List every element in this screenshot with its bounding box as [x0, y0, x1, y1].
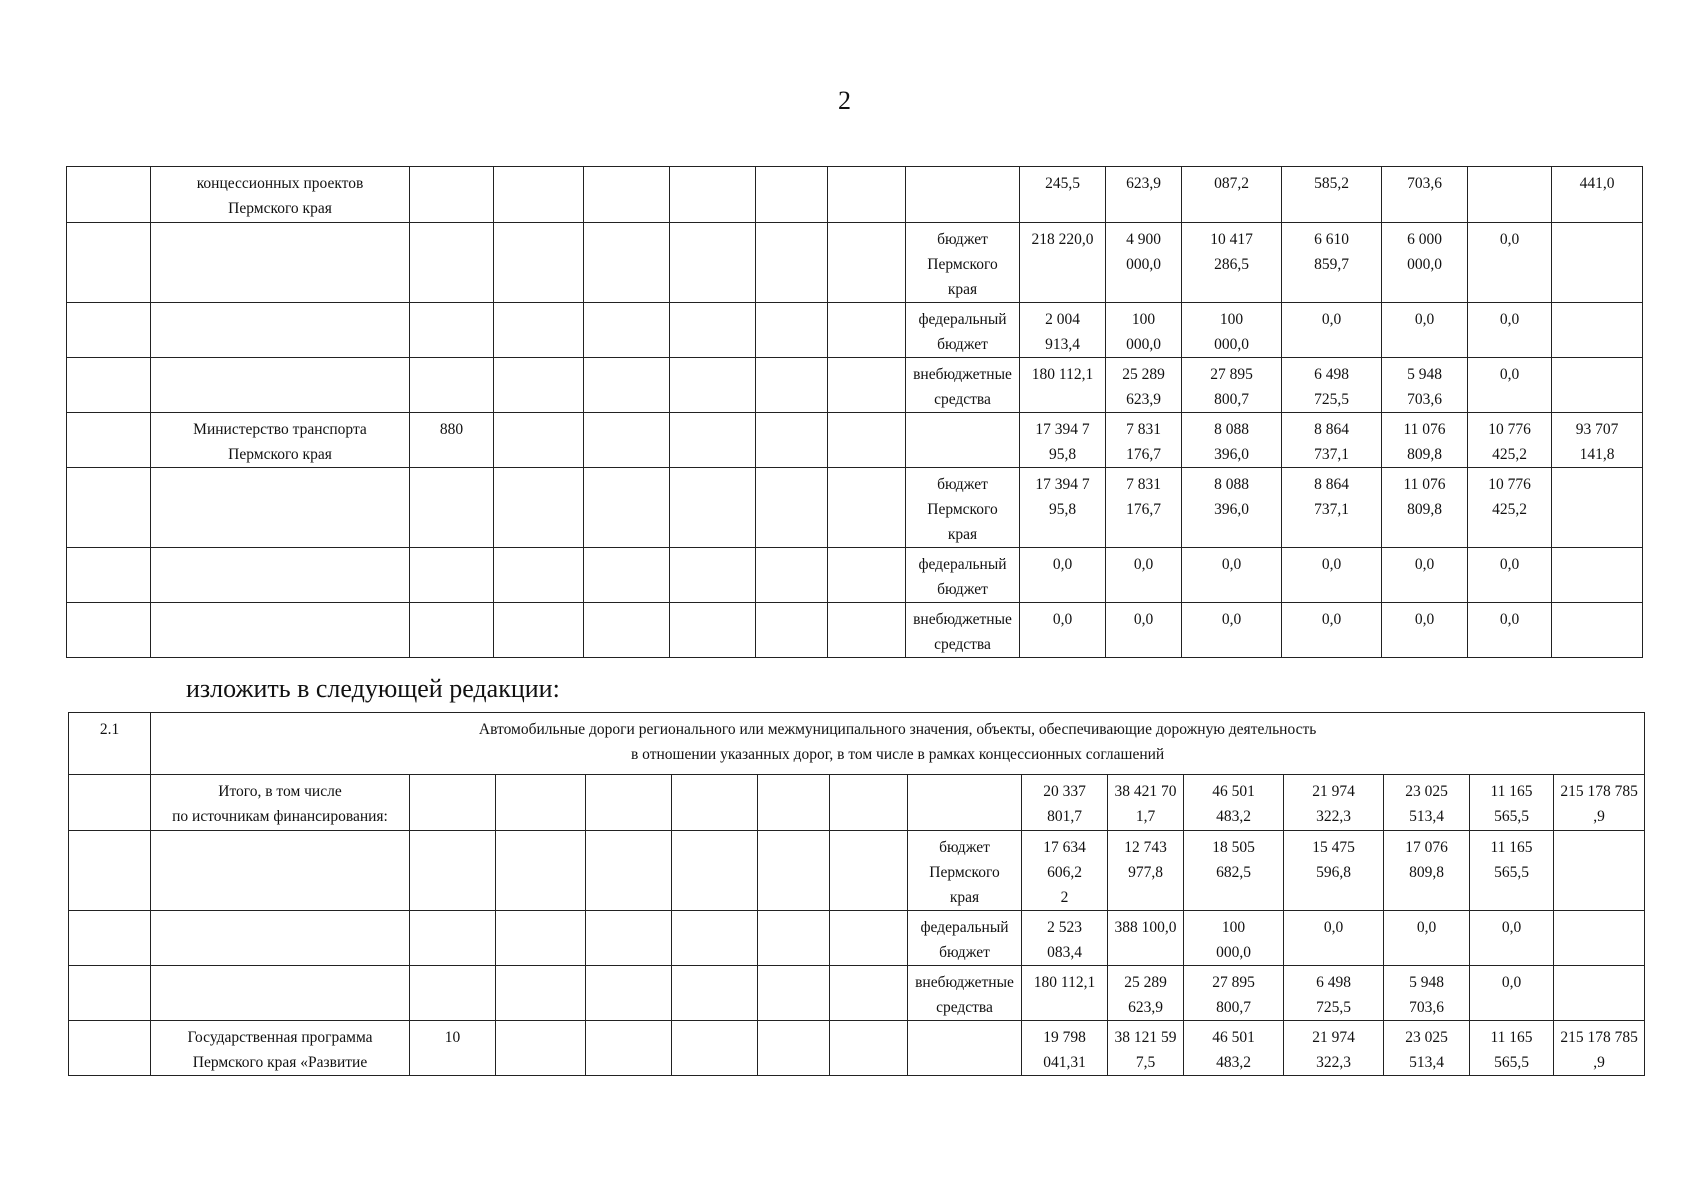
- row-code-value-cell: [410, 775, 496, 831]
- funding-source-cell: бюджет Пермского края: [906, 223, 1020, 303]
- empty-cell: [756, 413, 828, 468]
- amount-cell: [1554, 911, 1645, 966]
- row-code-cell: [69, 831, 151, 911]
- row-code-value-cell: [410, 358, 494, 413]
- funding-source-cell: федеральный бюджет: [908, 911, 1022, 966]
- table-row: [67, 468, 1643, 548]
- table-row: [69, 831, 1645, 911]
- amount-cell: 25 289 623,9: [1106, 358, 1182, 413]
- empty-cell: [756, 358, 828, 413]
- amount-cell: 100 000,0: [1184, 911, 1284, 966]
- empty-cell: [494, 223, 584, 303]
- amount-cell: [1468, 167, 1552, 223]
- amount-cell: 0,0: [1106, 603, 1182, 658]
- amount-cell: 585,2: [1282, 167, 1382, 223]
- amount-cell: 0,0: [1282, 603, 1382, 658]
- row-description-cell: [151, 303, 410, 358]
- amount-cell: 218 220,0: [1020, 223, 1106, 303]
- row-code-cell: [67, 413, 151, 468]
- funding-source-cell: внебюджетные средства: [906, 603, 1020, 658]
- funding-source-cell: федеральный бюджет: [906, 303, 1020, 358]
- empty-cell: [756, 223, 828, 303]
- amount-cell: 0,0: [1020, 548, 1106, 603]
- empty-cell: [758, 1021, 830, 1076]
- row-description-cell: [151, 831, 410, 911]
- table-row: [69, 911, 1645, 966]
- row-code-cell: [67, 548, 151, 603]
- amount-cell: 11 076 809,8: [1382, 468, 1468, 548]
- amount-cell: 10 417 286,5: [1182, 223, 1282, 303]
- empty-cell: [670, 167, 756, 223]
- amount-cell: 11 165 565,5: [1470, 831, 1554, 911]
- amount-cell: 0,0: [1182, 603, 1282, 658]
- row-code-value-cell: [410, 167, 494, 223]
- amount-cell: 0,0: [1382, 548, 1468, 603]
- amount-cell: 0,0: [1468, 548, 1552, 603]
- table-row: [69, 775, 1645, 831]
- row-code-value-cell: [410, 223, 494, 303]
- amount-cell: 087,2: [1182, 167, 1282, 223]
- empty-cell: [584, 548, 670, 603]
- amount-cell: 17 634 606,2 2: [1022, 831, 1108, 911]
- row-code-value-cell: [410, 548, 494, 603]
- row-description-cell: концессионных проектов Пермского края: [151, 167, 410, 223]
- amount-cell: 38 421 70 1,7: [1108, 775, 1184, 831]
- amount-cell: 0,0: [1470, 966, 1554, 1021]
- amount-cell: 21 974 322,3: [1284, 1021, 1384, 1076]
- amount-cell: [1554, 831, 1645, 911]
- amount-cell: [1552, 223, 1643, 303]
- amount-cell: 2 523 083,4: [1022, 911, 1108, 966]
- amount-cell: [1552, 603, 1643, 658]
- amount-cell: 5 948 703,6: [1384, 966, 1470, 1021]
- amount-cell: 17 076 809,8: [1384, 831, 1470, 911]
- table-row: [67, 303, 1643, 358]
- amount-cell: 8 088 396,0: [1182, 468, 1282, 548]
- amount-cell: 0,0: [1020, 603, 1106, 658]
- amount-cell: 5 948 703,6: [1382, 358, 1468, 413]
- amount-cell: 0,0: [1468, 358, 1552, 413]
- amount-cell: 19 798 041,31: [1022, 1021, 1108, 1076]
- empty-cell: [758, 831, 830, 911]
- amount-cell: 25 289 623,9: [1108, 966, 1184, 1021]
- empty-cell: [494, 303, 584, 358]
- amount-cell: 0,0: [1282, 303, 1382, 358]
- amendment-heading: изложить в следующей редакции:: [186, 674, 560, 703]
- funding-source-cell: бюджет Пермского края: [906, 468, 1020, 548]
- funding-source-cell: [908, 775, 1022, 831]
- empty-cell: [584, 413, 670, 468]
- table-row: [67, 548, 1643, 603]
- empty-cell: [496, 775, 586, 831]
- empty-cell: [756, 468, 828, 548]
- amount-cell: 0,0: [1468, 303, 1552, 358]
- amount-cell: 100 000,0: [1106, 303, 1182, 358]
- row-description-cell: [151, 358, 410, 413]
- row-code-value-cell: [410, 911, 496, 966]
- empty-cell: [584, 603, 670, 658]
- amount-cell: 8 864 737,1: [1282, 468, 1382, 548]
- row-code-value-cell: [410, 831, 496, 911]
- empty-cell: [496, 1021, 586, 1076]
- empty-cell: [670, 413, 756, 468]
- amount-cell: 4 900 000,0: [1106, 223, 1182, 303]
- table-row: [69, 966, 1645, 1021]
- amount-cell: 12 743 977,8: [1108, 831, 1184, 911]
- empty-cell: [672, 831, 758, 911]
- funding-source-cell: федеральный бюджет: [906, 548, 1020, 603]
- amount-cell: 17 394 7 95,8: [1020, 468, 1106, 548]
- amount-cell: 93 707 141,8: [1552, 413, 1643, 468]
- empty-cell: [670, 603, 756, 658]
- row-description-cell: Государственная программа Пермского края «Развитие: [151, 1021, 410, 1076]
- empty-cell: [830, 775, 908, 831]
- section-code: 2.1: [69, 713, 151, 775]
- amount-cell: [1552, 468, 1643, 548]
- row-code-value-cell: [410, 966, 496, 1021]
- amount-cell: 27 895 800,7: [1184, 966, 1284, 1021]
- empty-cell: [758, 911, 830, 966]
- amount-cell: 10 776 425,2: [1468, 468, 1552, 548]
- amount-cell: 7 831 176,7: [1106, 413, 1182, 468]
- amount-cell: 0,0: [1468, 223, 1552, 303]
- empty-cell: [584, 358, 670, 413]
- empty-cell: [496, 911, 586, 966]
- section-header-row: [69, 713, 1645, 775]
- row-description-cell: [151, 223, 410, 303]
- amount-cell: 46 501 483,2: [1184, 775, 1284, 831]
- amount-cell: 15 475 596,8: [1284, 831, 1384, 911]
- amount-cell: 23 025 513,4: [1384, 775, 1470, 831]
- empty-cell: [670, 303, 756, 358]
- empty-cell: [584, 223, 670, 303]
- empty-cell: [828, 548, 906, 603]
- amount-cell: 0,0: [1470, 911, 1554, 966]
- table-row: [67, 358, 1643, 413]
- row-description-cell: [151, 468, 410, 548]
- amount-cell: 441,0: [1552, 167, 1643, 223]
- amount-cell: 703,6: [1382, 167, 1468, 223]
- empty-cell: [494, 413, 584, 468]
- empty-cell: [496, 831, 586, 911]
- empty-cell: [670, 468, 756, 548]
- empty-cell: [494, 603, 584, 658]
- amount-cell: 0,0: [1284, 911, 1384, 966]
- table-row: [67, 167, 1643, 223]
- amount-cell: 0,0: [1382, 603, 1468, 658]
- table-row: [69, 1021, 1645, 1076]
- amount-cell: 0,0: [1282, 548, 1382, 603]
- empty-cell: [586, 831, 672, 911]
- amount-cell: 6 498 725,5: [1282, 358, 1382, 413]
- funding-source-cell: бюджет Пермского края: [908, 831, 1022, 911]
- amount-cell: 215 178 785 ,9: [1554, 775, 1645, 831]
- row-code-cell: [69, 1021, 151, 1076]
- empty-cell: [828, 603, 906, 658]
- row-code-cell: [69, 911, 151, 966]
- empty-cell: [756, 303, 828, 358]
- empty-cell: [584, 303, 670, 358]
- amount-cell: [1552, 303, 1643, 358]
- empty-cell: [496, 966, 586, 1021]
- amount-cell: [1554, 966, 1645, 1021]
- empty-cell: [756, 548, 828, 603]
- row-code-value-cell: 10: [410, 1021, 496, 1076]
- amount-cell: 180 112,1: [1020, 358, 1106, 413]
- row-code-cell: [67, 358, 151, 413]
- empty-cell: [586, 911, 672, 966]
- empty-cell: [672, 911, 758, 966]
- amount-cell: 245,5: [1020, 167, 1106, 223]
- empty-cell: [586, 966, 672, 1021]
- amount-cell: 0,0: [1382, 303, 1468, 358]
- empty-cell: [828, 358, 906, 413]
- budget-table-original: [66, 166, 1643, 658]
- amount-cell: 623,9: [1106, 167, 1182, 223]
- funding-source-cell: внебюджетные средства: [908, 966, 1022, 1021]
- amount-cell: 20 337 801,7: [1022, 775, 1108, 831]
- table-row: [67, 413, 1643, 468]
- row-description-cell: [151, 603, 410, 658]
- row-description-cell: [151, 966, 410, 1021]
- row-description-cell: [151, 911, 410, 966]
- funding-source-cell: [906, 167, 1020, 223]
- empty-cell: [828, 468, 906, 548]
- empty-cell: [830, 966, 908, 1021]
- section-title: Автомобильные дороги регионального или межмуниципального значения, объекты, обеспечивающие дорожную деятельность в отношении указанных дорог, в том числе в рамках концессионных соглашений: [151, 713, 1645, 775]
- empty-cell: [670, 548, 756, 603]
- amount-cell: 2 004 913,4: [1020, 303, 1106, 358]
- row-code-value-cell: [410, 303, 494, 358]
- empty-cell: [756, 167, 828, 223]
- amount-cell: 6 610 859,7: [1282, 223, 1382, 303]
- empty-cell: [586, 1021, 672, 1076]
- row-code-cell: [69, 775, 151, 831]
- empty-cell: [756, 603, 828, 658]
- empty-cell: [828, 223, 906, 303]
- empty-cell: [830, 1021, 908, 1076]
- amount-cell: 21 974 322,3: [1284, 775, 1384, 831]
- amount-cell: 46 501 483,2: [1184, 1021, 1284, 1076]
- amount-cell: 10 776 425,2: [1468, 413, 1552, 468]
- empty-cell: [830, 831, 908, 911]
- row-code-value-cell: [410, 468, 494, 548]
- funding-source-cell: [906, 413, 1020, 468]
- table-row: [67, 603, 1643, 658]
- amount-cell: 11 165 565,5: [1470, 775, 1554, 831]
- empty-cell: [828, 303, 906, 358]
- amount-cell: 0,0: [1468, 603, 1552, 658]
- amount-cell: 23 025 513,4: [1384, 1021, 1470, 1076]
- amount-cell: 18 505 682,5: [1184, 831, 1284, 911]
- amount-cell: 27 895 800,7: [1182, 358, 1282, 413]
- empty-cell: [758, 966, 830, 1021]
- page-number: 2: [838, 86, 851, 115]
- budget-table-new-edition: [68, 712, 1645, 1076]
- empty-cell: [586, 775, 672, 831]
- empty-cell: [494, 548, 584, 603]
- empty-cell: [828, 413, 906, 468]
- empty-cell: [494, 468, 584, 548]
- empty-cell: [494, 358, 584, 413]
- row-code-cell: [67, 223, 151, 303]
- amount-cell: 11 076 809,8: [1382, 413, 1468, 468]
- amount-cell: 8 864 737,1: [1282, 413, 1382, 468]
- row-description-cell: [151, 548, 410, 603]
- amount-cell: 180 112,1: [1022, 966, 1108, 1021]
- amount-cell: 38 121 59 7,5: [1108, 1021, 1184, 1076]
- empty-cell: [584, 468, 670, 548]
- table-row: [67, 223, 1643, 303]
- empty-cell: [672, 1021, 758, 1076]
- empty-cell: [828, 167, 906, 223]
- amount-cell: 388 100,0: [1108, 911, 1184, 966]
- row-code-value-cell: [410, 603, 494, 658]
- amount-cell: 0,0: [1106, 548, 1182, 603]
- amount-cell: 11 165 565,5: [1470, 1021, 1554, 1076]
- amount-cell: 17 394 7 95,8: [1020, 413, 1106, 468]
- empty-cell: [672, 775, 758, 831]
- empty-cell: [672, 966, 758, 1021]
- amount-cell: 7 831 176,7: [1106, 468, 1182, 548]
- empty-cell: [830, 911, 908, 966]
- amount-cell: 215 178 785 ,9: [1554, 1021, 1645, 1076]
- row-code-cell: [67, 303, 151, 358]
- row-code-cell: [67, 603, 151, 658]
- funding-source-cell: внебюджетные средства: [906, 358, 1020, 413]
- amount-cell: 100 000,0: [1182, 303, 1282, 358]
- empty-cell: [584, 167, 670, 223]
- row-code-cell: [69, 966, 151, 1021]
- amount-cell: 0,0: [1182, 548, 1282, 603]
- amount-cell: 8 088 396,0: [1182, 413, 1282, 468]
- row-code-value-cell: 880: [410, 413, 494, 468]
- amount-cell: 6 498 725,5: [1284, 966, 1384, 1021]
- row-code-cell: [67, 468, 151, 548]
- empty-cell: [758, 775, 830, 831]
- amount-cell: 6 000 000,0: [1382, 223, 1468, 303]
- row-description-cell: Итого, в том числе по источникам финансирования:: [151, 775, 410, 831]
- funding-source-cell: [908, 1021, 1022, 1076]
- amount-cell: [1552, 358, 1643, 413]
- empty-cell: [670, 358, 756, 413]
- empty-cell: [670, 223, 756, 303]
- empty-cell: [494, 167, 584, 223]
- amount-cell: [1552, 548, 1643, 603]
- row-code-cell: [67, 167, 151, 223]
- row-description-cell: Министерство транспорта Пермского края: [151, 413, 410, 468]
- amount-cell: 0,0: [1384, 911, 1470, 966]
